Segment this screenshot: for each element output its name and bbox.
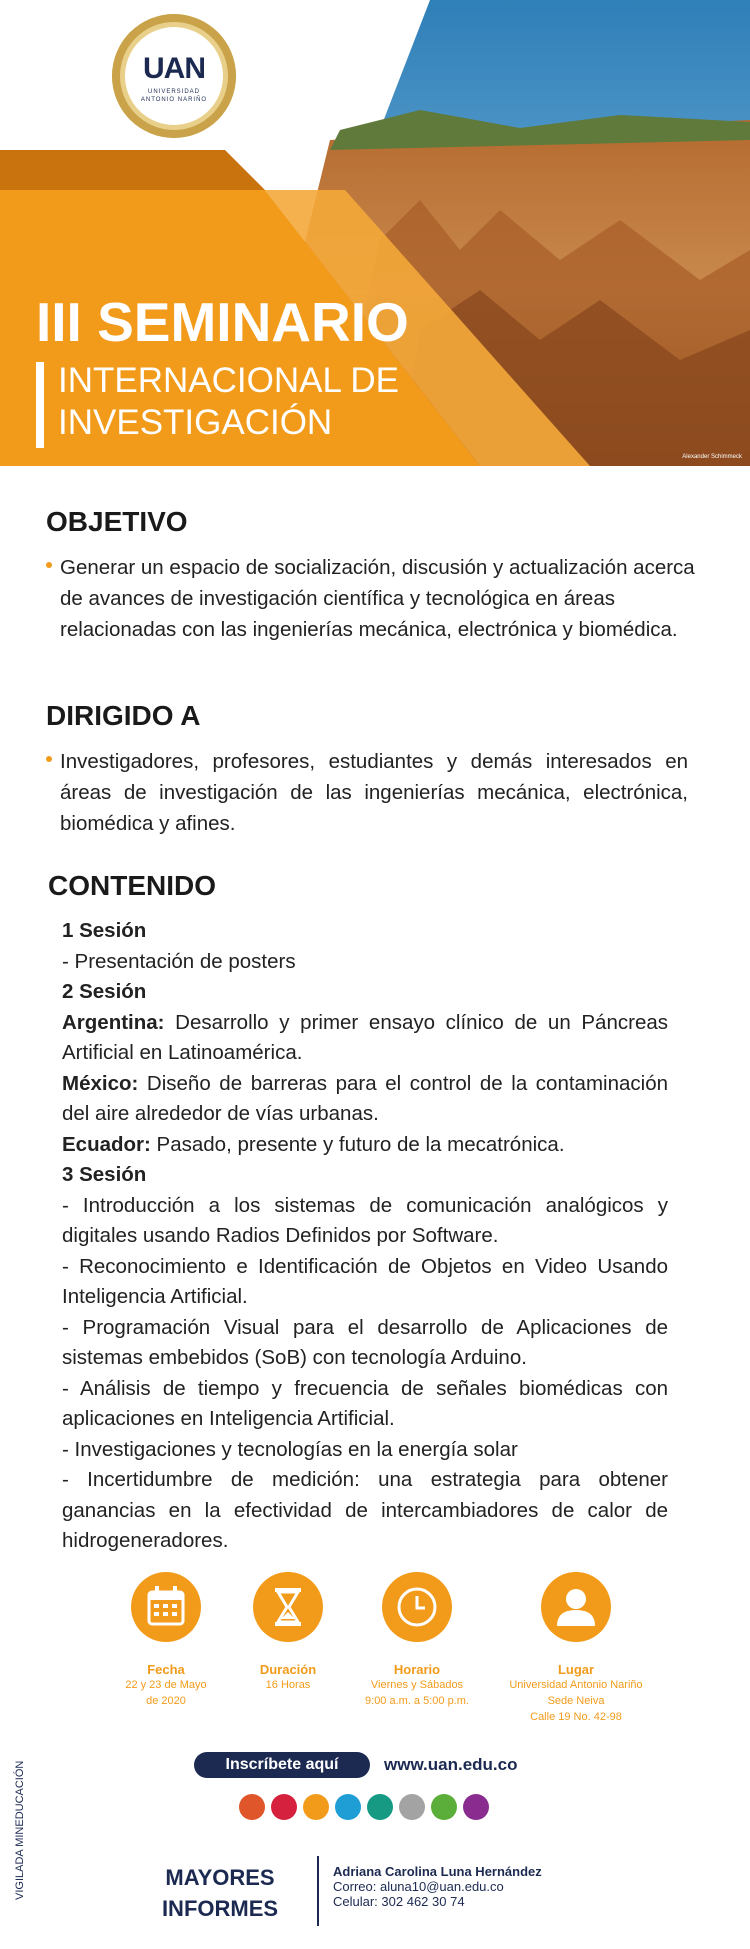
session-3-item: - Reconocimiento e Identificación de Objetos en Video Usando Inteligencia Artificial. <box>62 1254 668 1308</box>
duracion-label: Duración <box>259 1662 317 1677</box>
session-3-title: 3 Sesión <box>62 1163 147 1186</box>
color-dot <box>399 1794 425 1820</box>
contenido-heading: CONTENIDO <box>48 870 216 901</box>
horario-line-1: Viernes y Sábados <box>370 1679 464 1691</box>
contact-block <box>333 1864 542 1909</box>
title-accent-bar <box>36 362 44 448</box>
horario-label: Horario <box>393 1662 441 1677</box>
website-link[interactable]: www.uan.edu.co <box>384 1755 518 1774</box>
vigilada-label: VIGILADA MINEDUCACIÓN <box>14 1760 26 1900</box>
lugar-label: Lugar <box>557 1662 595 1677</box>
dirigido-heading: DIRIGIDO A <box>46 700 201 731</box>
fecha-label: Fecha <box>147 1662 185 1677</box>
talk-text: Desarrollo y primer ensayo clínico de un Páncreas Artificial en Latinoamérica. <box>62 1010 668 1064</box>
country-label: Argentina: <box>62 1010 165 1034</box>
session-2-ecuador <box>62 1130 668 1161</box>
dirigido-text <box>60 746 688 839</box>
info-duracion <box>238 1572 338 1693</box>
logo-wordmark: UAN <box>143 52 205 85</box>
hero-banner <box>0 0 750 466</box>
uan-logo <box>112 14 236 138</box>
contact-name: Adriana Carolina Luna Hernández <box>333 1864 542 1879</box>
color-dot <box>367 1794 393 1820</box>
clock-icon <box>382 1572 452 1642</box>
color-dot <box>271 1794 297 1820</box>
fecha-line-1: 22 y 23 de Mayo <box>125 1679 207 1691</box>
register-button[interactable]: Inscríbete aquí <box>194 1752 370 1778</box>
seminar-title: III SEMINARIO <box>36 291 409 353</box>
session-2-title: 2 Sesión <box>62 980 147 1003</box>
session-3-item: - Análisis de tiempo y frecuencia de señales biomédicas con aplicaciones en Inteligencia Artificial. <box>62 1376 668 1430</box>
contact-email[interactable]: Correo: aluna10@uan.edu.co <box>333 1879 504 1894</box>
info-horario <box>352 1572 482 1709</box>
mayores-line-1: MAYORES <box>165 1865 275 1890</box>
hourglass-icon <box>253 1572 323 1642</box>
divider <box>317 1856 319 1926</box>
session-3-item: - Introducción a los sistemas de comunicación analógicos y digitales usando Radios Definidos por Software. <box>62 1193 668 1247</box>
info-fecha <box>104 1572 228 1709</box>
mayores-informes <box>140 1862 300 1924</box>
contenido-body <box>62 916 668 1557</box>
color-dots <box>239 1794 489 1820</box>
info-lugar <box>494 1572 658 1725</box>
bullet-dot <box>46 756 52 762</box>
session-3-item: - Investigaciones y tecnologías en la energía solar <box>62 1437 518 1461</box>
color-dot <box>463 1794 489 1820</box>
objetivo-heading: OBJETIVO <box>46 506 188 537</box>
photo-credit: Alexander Schimmeck <box>682 454 742 460</box>
mayores-line-2: INFORMES <box>161 1896 279 1921</box>
subtitle-line-1: INTERNACIONAL DE <box>58 361 399 400</box>
logo-subtitle: UNIVERSIDAD ANTONIO NARIÑO <box>140 89 208 103</box>
session-2-argentina <box>62 1008 668 1069</box>
session-3-item: - Programación Visual para el desarrollo de Aplicaciones de sistemas embebidos (SoB) con tecnología Arduino. <box>62 1315 668 1369</box>
talk-text: Diseño de barreras para el control de la contaminación del aire alrededor de vías urbanas. <box>62 1071 668 1125</box>
calendar-icon <box>131 1572 201 1642</box>
fecha-line-2: de 2020 <box>146 1695 186 1707</box>
subtitle-line-2: INVESTIGACIÓN <box>58 403 333 442</box>
lugar-line-2: Sede Neiva <box>547 1695 605 1707</box>
bullet-dot <box>46 562 52 568</box>
lugar-line-1: Universidad Antonio Nariño <box>509 1679 643 1691</box>
session-1-title: 1 Sesión <box>62 919 147 942</box>
color-dot <box>303 1794 329 1820</box>
session-2-mexico <box>62 1069 668 1130</box>
lugar-line-3: Calle 19 No. 42-98 <box>530 1711 622 1723</box>
color-dot <box>431 1794 457 1820</box>
horario-line-2: 9:00 a.m. a 5:00 p.m. <box>365 1695 469 1707</box>
country-label: México: <box>62 1071 139 1095</box>
color-dot <box>335 1794 361 1820</box>
session-1-item: - Presentación de posters <box>62 949 296 973</box>
color-dot <box>239 1794 265 1820</box>
objetivo-paragraph: Generar un espacio de socialización, discusión y actualización acerca de avances de investigación científica y tecnológica en áreas relacionadas con las ingenierías mecánica, electrónica y biomédica. <box>60 556 695 641</box>
dirigido-paragraph: Investigadores, profesores, estudiantes y demás interesados en áreas de investigación de las ingenierías mecánica, electrónica, biomédica y afines. <box>60 750 688 835</box>
orange-band-dark <box>0 150 265 190</box>
objetivo-text <box>60 552 702 645</box>
country-label: Ecuador: <box>62 1132 151 1156</box>
session-3-item: - Incertidumbre de medición: una estrategia para obtener ganancias en la efectividad de intercambiadores de calor de hidrogeneradores. <box>62 1468 668 1552</box>
user-icon <box>541 1572 611 1642</box>
contact-phone: Celular: 302 462 30 74 <box>333 1894 465 1909</box>
seminar-subtitle <box>58 360 399 444</box>
talk-text: Pasado, presente y futuro de la mecatrónica. <box>150 1132 565 1156</box>
duracion-line-1: 16 Horas <box>265 1679 311 1691</box>
